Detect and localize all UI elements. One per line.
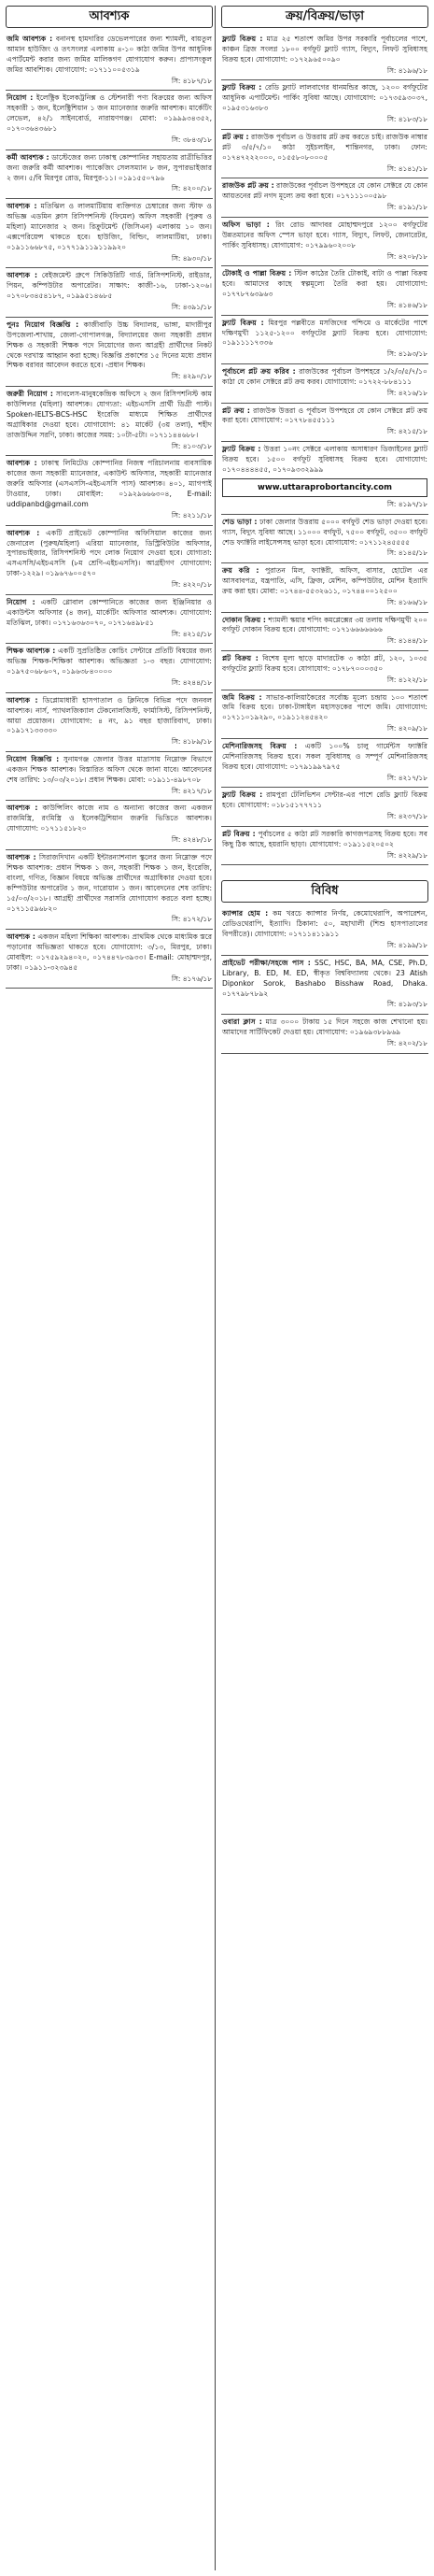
ad-body <box>7 271 212 302</box>
ad-text: সুনামগঞ্জ জেলার উত্তর মাদ্রাসায় নিম্নোক্ত বিভাগে একজন শিক্ষক আবশ্যক। বিস্তারিত অফিস থেকে জানা যাবে। আবেদনের শেষ তারিখ: ১৩/০৩/২০১৮। প্রধান শিক্ষক। মোবা: ০১৯১১-৪৯৮৭০৮ <box>7 755 212 784</box>
ad-reference-code: সি: ৪২২৯/১৮ <box>386 850 427 860</box>
ad-reference-code: সি: ৪১৯৩/১৮ <box>386 349 427 359</box>
ad-heading: নিয়োগ : <box>7 597 35 606</box>
classified-ad <box>221 739 428 788</box>
ad-reference-code: সি: ৪১০৩/১৮ <box>171 441 212 450</box>
classified-ad <box>221 788 428 827</box>
ad-reference-code: সি: ৪১৭৬/১৮ <box>171 974 212 983</box>
ad-reference-code: সি: ৪১৬৬/১৮ <box>386 597 427 606</box>
ad-heading: অফিস ভাড়া : <box>222 220 270 229</box>
ad-heading: জমি আবশ্যক : <box>7 35 53 43</box>
ad-body <box>222 35 427 65</box>
ad-reference-code: সি: ৪১৯৭/১৮ <box>386 500 427 509</box>
classified-ad <box>221 130 428 178</box>
ad-reference-code: সি: ৪১৮৭/১৮ <box>171 76 212 85</box>
classified-ad <box>6 387 213 456</box>
section-header-miscellaneous: বিবিধ <box>221 880 428 903</box>
classified-ad <box>6 318 213 387</box>
ad-body <box>222 367 427 388</box>
ad-heading: পূর্বাচলে প্লট ক্রয় করিব : <box>222 367 296 377</box>
ad-body <box>7 320 212 372</box>
ad-reference-code: সি: ৪১৯৩/১৮ <box>386 1000 427 1009</box>
ad-reference-code: সি: ৪২১৫/১৮ <box>171 629 212 638</box>
ad-reference-code: সি: ৪২৪৮/১৮ <box>171 835 212 845</box>
classified-ad <box>6 752 213 801</box>
ad-text: SSC, HSC, BA, MA, CSE, Ph.D, Library, B. ED, M. ED, স্বীকৃত বিশ্ববিদ্যালয় থেকে। 23 Atish Diponkor Sorok, Bashabo Bisshaw Road, Dhaka. ০১৭৭৯৮৭৮৯২ <box>222 958 427 998</box>
ad-body <box>222 616 427 636</box>
ad-body <box>7 647 212 677</box>
ad-reference-code: সি: ৪১৪৪/১৮ <box>386 636 427 646</box>
ad-reference-code: সি: ৪৯৩০/১৮ <box>171 253 212 263</box>
ad-reference-code: সি: ৪২৩৭/১৮ <box>386 812 427 821</box>
ad-heading: ফ্ল্যাট বিক্রয় : <box>222 35 263 43</box>
ad-reference-code: সি: ৪২১৭/১৮ <box>386 773 427 782</box>
ad-body <box>7 93 212 135</box>
ad-text: সিরাজদিখান একটি ইন্টারন্যাশনাল স্কুলের জন্য নিম্নোক্ত পদে শিক্ষক আবশ্যক: প্রধান শিক্ষক ১ জন, সহকারী শিক্ষক ১ জন, ইংরেজি, বাংলা, গণিত, বিজ্ঞান বিষয়ে অভিজ্ঞ প্রার্থীদের অগ্রাধিকার দেওয়া হবে। কম্পিউটার অপারেটর ১ জন, দারোয়ান ১ জন। আবেদনের শেষ তারিখ: ১৫/০৩/২০১৮। আগ্রহী প্রার্থীদের সরাসরি যোগাযোগ করতে বলা হচ্ছে। ০১৭১১৫৯৬৮২০ <box>7 852 212 913</box>
ad-body <box>222 221 427 251</box>
ad-reference-code: সি: ৪১৪৬/১৮ <box>386 300 427 309</box>
ad-text: রাজউকের পূর্বাচল উপশহরে যে কোন সেক্টরে যে কোন আয়তনের প্লট নগদ মূল্যে ক্রয় করা হবে। ০১৭১১১০০৫৯৮ <box>222 181 427 201</box>
classified-ad <box>221 651 428 690</box>
ad-heading: দোকান বিক্রয় : <box>222 615 266 624</box>
ad-text: বেইজমেন্ট গ্রুপে সিকিউরিটি গার্ড, রিসিপশনিস্ট, রাইডার, পিয়ন, কম্পিউটার অপারেটর। সাক্ষাৎ: কাজী-১৬, ঢাকা-১২০৬। ০১৭০৮৩৪৫৪১৮৭, ০১৯৯৫১৪৬৮৫ <box>7 271 212 301</box>
classified-ad <box>221 80 428 129</box>
ad-heading: জমি বিক্রয় : <box>222 692 262 702</box>
classified-ad <box>221 442 428 515</box>
ad-body <box>7 755 212 786</box>
ad-heading: শেড ভাড়া : <box>222 517 258 526</box>
ad-text: পুরাতন মিল, ফ্যাক্টরী, অফিস, বাসার, হোটেল এর আসবাবপত্র, যন্ত্রপাতি, এসি, ফ্রিজ, মেশিন, কম্পিউটার, মেশিন ইত্যাদি ক্রয় করা হয়। মোবা: ০১৭৪৪-৫৫৩২৬১১, ০১৭৪৪০০১২৫০০ <box>222 566 427 595</box>
ad-text: মিরপুর পল্লবীতে মসজিদের পশ্চিমে ও মার্কেটের পাশে দক্ষিণমুখী ১১২৫-১২০০ বর্গফুটের ফ্ল্যাট বিক্রয় হবে। যোগাযোগ: ০১৯১১১১৭৩৩৬ <box>222 318 427 348</box>
ads-list-buy-sell-rent <box>221 32 428 865</box>
ad-body <box>7 853 212 915</box>
ad-reference-code: সি: ৪১৯৬/১৮ <box>386 65 427 75</box>
classified-ad <box>221 316 428 364</box>
classified-ad <box>6 268 213 317</box>
ad-heading: প্লট বিক্রয় : <box>222 829 256 838</box>
classified-ad <box>6 693 213 752</box>
classified-ad <box>6 456 213 525</box>
ad-heading: ওবারা ক্লাস : <box>222 1018 262 1027</box>
ad-heading: ফ্ল্যাট বিক্রয় : <box>222 318 264 327</box>
ad-heading: আবশ্যক : <box>7 528 40 537</box>
ad-text: উত্তরা ১০নং সেক্টরে এলাকায় অসাধারণ ডিজাইনের ফ্ল্যাট বিক্রয় হবে। ১৫০০ বর্গফুট সুবিধাসহ বিক্রয় হবে। যোগাযোগ: ০১৭০৪৪৪৪৫৫, ০১৭০৯৩৩২৯৯৯ <box>222 445 428 474</box>
ad-text: মাত্র ২৫ শতাংশ জমির উপর সরকারি পূর্বাচলের পাশে, কাঞ্চন ব্রিজ সংলগ্ন ১৮০০ বর্গফুট ফ্ল্যাট গ্যাস, বিদ্যুৎ, লিফট সুবিধাসহ বিক্রয় হবে। যোগাযোগ: ০১৭২৯৬৫০০৯০ <box>222 35 427 64</box>
ad-body <box>222 1018 427 1038</box>
ad-text: রামপুরা টেলিভিশন সেন্টার-এর পাশে রেডি ফ্ল্যাট বিক্রয় হবে। যোগাযোগ: ০১৮১৫১৭৭৭১১ <box>222 790 427 810</box>
classified-ad <box>6 150 213 199</box>
classified-ad <box>6 526 213 595</box>
ad-text: ডাস্টেজের জন্য ঢাকাস্থ কোম্পানির সহায়তায় রাত্রীভিত্তির জন্য জরুরি কর্মী আবশ্যক। প্যাকেজিং সেলসম্যান ৮ জন, সুপারভাইজার ২ জন। ৫/বি মিরপুর রোড, মিরপুর-১১। ০১৯১৫৫০৭৯৬ <box>7 152 212 182</box>
ad-reference-code: সি: ৪২১১/১৮ <box>171 510 212 519</box>
section-spacer <box>221 865 428 880</box>
ad-heading: ক্যান্সার হোম : <box>222 909 269 918</box>
ad-body <box>222 518 427 548</box>
classified-ad <box>221 32 428 80</box>
ad-heading: আবশ্যক : <box>7 695 38 704</box>
ad-text: ঢাকা জেলার উত্তরায় ৫০০০ বর্গফুট শেড ভাড়া দেওয়া হবে। গ্যাস, বিদ্যুৎ সুবিধা আছে। ১১০০০ বর্গফুট, ৭৫০০ বর্গফুট, ৩৫০০ বর্গফুট শেড ফ্যাক্টরি লাইসেন্সসহ ভাড়া হবে। যোগাযোগ: ০১৭১১২৪৫৫৫৫ <box>222 517 427 547</box>
ad-reference-code: সি: ৪১৮৩/১৮ <box>386 115 427 124</box>
ad-body <box>222 406 427 427</box>
ads-list-miscellaneous <box>221 906 428 1053</box>
ad-text: একটি সুপ্রতিষ্ঠিত কোচিং সেন্টারে প্রতিটি বিষয়ের জন্য অভিজ্ঞ শিক্ষক-শিক্ষিকা আবশ্যক। অভিজ্ঞতা ১-৩ বছর। যোগাযোগ: ০১৯৭৫০৬৮৬০৭, ০১৯৬৩৮৪০০০০ <box>7 647 212 676</box>
ad-text: ঢাকাস্থ লিমিটেড কোম্পানির নিজস্ব পরিচালনায় ব্যবসায়িক কাজের জন্য সহকারী ম্যানেজার, একাউন্ট অফিসার, সহকারী ম্যানেজার জরুরি অফিসার (এসএসসি-এইচএসসি পাস) আবশ্যক। ৪০১, ম্যাগপাই টাওয়ার, ঢাকা। মোবাইল: ০১৯২৯৬৬৬৩০৪, E-mail: uddipanbd@gmail.com <box>7 459 212 509</box>
classified-ad <box>221 906 428 955</box>
ad-heading: আবশ্যক : <box>7 202 37 211</box>
ad-body <box>7 696 212 737</box>
classified-ad <box>6 930 213 989</box>
ad-body <box>222 445 427 476</box>
ad-reference-code: সি: ৪১২২/১৮ <box>386 675 427 684</box>
ad-website-link[interactable]: www.uttaraprobortancity.com <box>222 478 427 497</box>
classified-ad <box>221 266 428 315</box>
ad-body <box>222 181 427 202</box>
classified-ad <box>6 91 213 149</box>
classified-ad <box>221 613 428 652</box>
ad-reference-code: সি: ৪৩৯১/১৮ <box>171 303 212 312</box>
classified-ad <box>6 32 213 91</box>
classified-ad <box>6 644 213 692</box>
ad-heading: আবশ্যক : <box>7 459 37 468</box>
ad-heading: আবশ্যক : <box>7 852 36 861</box>
ad-heading: ফ্ল্যাট বিক্রয় : <box>222 790 263 800</box>
ad-body <box>222 83 427 114</box>
ad-body <box>222 790 427 811</box>
ad-reference-code: সি: ৪২০২/১৮ <box>386 1038 427 1047</box>
ad-reference-code: সি: ৪২৯০/১৮ <box>171 372 212 381</box>
classified-ad <box>221 956 428 1015</box>
ad-text: সাবলেস-মানুষকেন্দ্রিক অফিসে ২ জন রিসিপশনিস্ট কাম কাউন্সিলর (মহিলা) আবশ্যক। যোগ্যতা: এইচএসসি প্রার্থী ডিগ্রী পাস্ট। Spoken-IELTS-BCS-HSC ইংরেজি মাধ্যমে শিক্ষিত প্রার্থীদের অগ্রাধিকার দেওয়া হবে। যোগাযোগ: ৪১ মার্কেট (৩য় তলা), শহীদ তাজউদ্দিন সরণি, ঢাকা। কাজের সময়: ১০টা-৫টা। ০১৭১১৪৪৬৮৮। <box>7 390 212 439</box>
ad-text: কাউন্সিলিং কাজে নাম ও অন্যান্য কাজের জন্য একজন রাজমিস্ত্রি, রংমিস্ত্রি ও ইলেকট্রিশিয়ান জরুরি ভিত্তিতে আবশ্যক। যোগাযোগ: ০১৭১১৫১৮২০ <box>7 804 212 833</box>
ad-text: একটি ১০০% চালু গার্মেন্টস ফ্যাক্টরি মেশিনারিজসহ বিক্রয় হবে। সকল সুবিধাসহ ও সম্পূর্ণ মেশিনারিজসহ বিক্রয় হবে। যোগাযোগ: ০১৭৯১৯৯৭৯৭৫ <box>222 741 427 771</box>
ad-body <box>222 566 427 597</box>
ad-heading: ফ্ল্যাট বিক্রয় : <box>222 83 262 93</box>
left-column <box>6 6 213 2570</box>
ad-text: পূর্বাচলের ৫ কাঠা প্লট সরকারি কাগজপত্রসহ বিক্রয় হবে। সব কিছু ঠিক আছে, হয়রানি ছাড়া। যোগাযোগ: ০১৯১১৫২০৫০২ <box>222 829 427 848</box>
ad-body <box>222 654 427 675</box>
ad-reference-code: সি: ৪১৪৫/১৮ <box>386 548 427 558</box>
ad-heading: শিক্ষক আবশ্যক : <box>7 647 56 656</box>
classified-ad <box>221 178 428 218</box>
classified-ad <box>221 827 428 866</box>
classified-ad <box>221 364 428 404</box>
ad-reference-code: সি: ৪২১৫/১৮ <box>386 427 427 436</box>
ad-heading: জরুরী নিয়োগ : <box>7 390 53 399</box>
ad-reference-code: সি: ৪২০৯/১৮ <box>386 724 427 733</box>
ad-body <box>222 693 427 724</box>
ad-body <box>7 529 212 580</box>
ad-reference-code: সি: ৪১৮৯/১৮ <box>171 737 212 747</box>
ad-body <box>7 804 212 834</box>
classified-ad <box>6 199 213 268</box>
ad-reference-code: সি: ৪১৯১/১৮ <box>386 203 427 212</box>
ad-heading: নিয়োগ বিজ্ঞপ্তি : <box>7 755 60 764</box>
ad-text: রাজউক উত্তরা ও পূর্বাচল উপশহরে যে কোন সেক্টরে প্লট ক্রয় করা হবে। যোগাযোগ: ০১৭৭৮৪৫৫১১১ <box>222 406 427 425</box>
ad-text: রাজউক পূর্বাচল ও উত্তরায় প্লট ক্রয় করতে চাই। রাজউক নাম্বার প্লট ৩/৫/৭/১০ কাঠা সুইচলাইন, শান্তিনগর, ঢাকা। ফোন: ০১৭৪৭২২২০০০, ০১৫৫৮০৮০০০৫ <box>222 132 427 162</box>
classified-ad <box>6 595 213 644</box>
ad-text: সাভার-কালিয়াকৈরের সর্বোচ্চ মূল্যে চন্দ্রায় ১০০ শতাংশ জমি বিক্রয় হবে। ঢাকা-টাঙ্গাইল মহাসড়কের পাশে জমি। যোগাযোগ: ০১৭১১০১৯২৯০, ০১৯১১২৪৫৪২০ <box>222 692 427 722</box>
ad-heading: আবশ্যক : <box>7 271 38 280</box>
ad-text: রাজউকের পূর্বাচল উপশহরে ১/২/৩/৫/৭/১০ কাঠা যে কোন সেক্টরে প্লট ক্রয় করব। যোগাযোগ: ০১৭২২-৮৮৪১১১ <box>222 367 427 386</box>
ad-body <box>7 598 212 629</box>
ad-text: বনানস্থ হামদারির ডেভেলপারের জন্য শ্যামলী, বায়তুল আমান হাউজিং ও তৎসংলগ্ন এলাকায় ৪-১০ কাঠা জমির উপর আধুনিক এপার্টমেন্ট করার জন্য জমির মালিকগণ যোগাযোগ করুন। প্রাপ্যসংকুল জমির আবশ্যিক। যোগাযোগ: ০১৭১১০০৫৩১৯ <box>7 35 212 74</box>
ads-list-wanted <box>6 32 213 989</box>
ad-body <box>222 909 427 940</box>
ad-reference-code: সি: ৪২১৬/১৮ <box>386 388 427 397</box>
ad-body <box>222 269 427 300</box>
ad-reference-code: সি: ৪১৪১/১৮ <box>386 164 427 173</box>
ad-body <box>222 959 427 1000</box>
ad-heading: প্লট ক্রয় : <box>222 406 250 415</box>
ad-text: স্টিল কাঠের তৈরি টোকাই, বাটা ও পাল্লা বিক্রয় হবে। আমাদের কাছে স্বল্পমূল্যে তৈরি করা হয়। যোগাযোগ: ০১৭৭৮৭৬৩৯৬৩ <box>222 269 427 299</box>
ad-heading: ক্রয় করি : <box>222 566 259 576</box>
ad-heading: আবশ্যক : <box>7 932 35 942</box>
ad-body <box>7 35 212 76</box>
ad-text: ইলেক্ট্রিক ইলেকট্রনিক্স ও স্টেশনারী পণ্য বিক্রয়ের জন্য অফিস সহকারী ১ জন, ইলেক্ট্রিশিয়ান ১ জন ম্যানেজার জরুরি আবশ্যক। মার্কেটিং লেভেল, ৪২/১ সাইনবোর্ড, নারায়ণগঞ্জ। মোবা: ০১৯৯৯৩৪৩৫২, ০১৭০৩৬৪৩৬৮১ <box>7 93 212 134</box>
classified-ad <box>221 218 428 266</box>
classified-ad <box>221 690 428 739</box>
ad-text: শ্যামলী স্কয়ার শপিং কমপ্লেক্সের ৩য় তলায় দক্ষিণমুখী ২০০ বর্গফুট দোকান বিক্রয় হবে। যোগাযোগ: ০১৭১৬৬৬৬৬৬৬ <box>222 615 427 634</box>
ad-text: কাজীবাড়ি উচ্চ বিদ্যালয়, ভাঙ্গা, মাদারীপুর উপজেলা-শাখায়, জেলা-গোপালগঞ্জ, বিদ্যালয়ের জন্য সহকারী প্রধান শিক্ষক ও সহকারী শিক্ষক পদে নিয়োগের জন্য আগ্রহী প্রার্থীদের নিকট থেকে দরখাস্ত আহ্বান করা হচ্ছে। বিজ্ঞপ্তি প্রকাশের ১৫ দিনের মধ্যে প্রধান শিক্ষক বরাবর আবেদন করতে হবে। -প্রধান শিক্ষক। <box>7 320 212 370</box>
classified-ad <box>221 563 428 612</box>
ad-reference-code: সি: ৪১৭২/১৮ <box>171 915 212 924</box>
ad-text: বিশেষ মূল্য ছাড়ে মাদারটেক ৩ কাঠা প্লট, ১২০, ১০৩৫ বর্গফুটের ফ্ল্যাট বিক্রয় হবে। যোগাযোগ: ০১৭৮৭০০০৩৫০ <box>222 654 427 673</box>
ad-text: একটি গ্লোবাল কোম্পানিতে কাজের জন্য ইঞ্জিনিয়ার ও একাউন্টস অফিসার (৪ জন), মার্কেটিং অফিসার আবশ্যক। যোগাযোগ: মতিঝিল, ঢাকা। ০১৭১৬৩৬৩০৭০, ০১৭১৬৪৯৮৫১ <box>7 597 213 627</box>
ad-reference-code: সি: ৪২০৮/১৮ <box>386 251 427 261</box>
ad-text: কম খরচে ক্যান্সার নির্ণয়, কেমোথেরাপি, অপারেশন, রেডিওথেরাপি, ইত্যাদি। ঠিকানা: ৫০, মহাখালী (শিশু হাসপাতালের বিপরীতে)। যোগাযোগ: ০১৭১১৪১১৯১১ <box>222 909 428 939</box>
ad-heading: ফ্ল্যাট বিক্রয় : <box>222 445 261 454</box>
classified-ad <box>221 404 428 443</box>
ad-text: একজন মহিলা শিক্ষিকা আবশ্যক। প্রাথমিক থেকে মাধ্যমিক স্তরে পড়ানোর অভিজ্ঞতা থাকতে হবে। যোগাযোগ: ৩/১৩, মিরপুর, ঢাকা। মোবাইল: ০১৭৫৯২৯৪০২০, ০১৭৪৪৭৮৩৯৩৩। E-mail: মোহাম্মদপুর, ঢাকা। ০১৯১১-৩২৩৯৪৫ <box>7 932 212 972</box>
classified-ad <box>221 1015 428 1054</box>
ad-heading: রাজউক প্লট ক্রয় : <box>222 181 274 191</box>
section-header-buy-sell-rent: ক্রয়/বিক্রয়/ভাড়া <box>221 6 428 28</box>
ad-text: মতিঝিল ও লালমাটিয়ায় ব্যক্তিগত চেম্বারের জন্য স্টাফ ও অভিজ্ঞ এডমিন ক্লাস রিসিপশনিস্ট (ফিমেল) অফিস সহকারী (পুরুষ ও মহিলা) ম্যানেজার ২ জন। রিক্রুটমেন্ট (জিসিএন) এলাকায় ১০ জন। এক্সপেরিয়েন্স থাকতে হবে। হাউজিং, বিল্ডিং, লালমাটিয়া, ঢাকা। ০১৯১১৬৬৮৭৫, ০১৭৭১৯১১৯১১৯৯২০ <box>7 202 212 251</box>
classified-ad <box>6 850 213 930</box>
ad-reference-code: সি: ৪২১৭/১৮ <box>171 786 212 795</box>
ad-reference-code: সি: ৪২৪৪/১৮ <box>171 678 212 688</box>
ad-body <box>7 932 212 974</box>
ad-heading: কর্মী আবশ্যক : <box>7 152 49 162</box>
ad-text: ডিপ্লোমাধারী হাসপাতাল ও ক্লিনিকে বিভিন্ন পদে জনবল আবশ্যক। নার্স, প্যাথলজিক্যাল টেকনোলজিস্ট, ফার্মাসিস্ট, রিসিপশনিস্ট, আয়া প্রয়োজন। যোগাযোগ: ৪ নং, ৯১ বছর হাজারিবাগ, ঢাকা। ০১৯১৭১৩৩৩৩০ <box>7 695 212 735</box>
ad-heading: মেশিনারিজসহ বিক্রয় : <box>222 741 298 750</box>
ad-body <box>7 153 212 184</box>
ad-body <box>222 319 427 349</box>
ad-text: একটি প্রাইভেট কোম্পানির অফিসিয়াল কাজের জন্য জেনারেল (পুরুষ/মহিলা) এরিয়া ম্যানেজার, ডিস্ট্রিবিউটর অফিসার, সুপারভাইজার, রিসিপশনিস্ট পদে লোক নিয়োগ দেওয়া হবে। যোগ্যতা: এসএসসি/এইচএসসি (৮ম শ্রেণি-এইচএসসি)। আগ্রহীগণ যোগাযোগ: ঢাকা-১২২৯। ০১৯৬৭৬০০৫৭০ <box>7 528 212 578</box>
classified-ad <box>221 515 428 563</box>
right-column <box>221 6 428 1054</box>
section-header-wanted: আবশ্যক <box>6 6 213 28</box>
ad-body <box>222 742 427 773</box>
ad-body <box>7 390 212 441</box>
ad-body <box>7 202 212 253</box>
column-divider <box>215 6 216 2570</box>
ad-text: রেডি ফ্ল্যাট লালবাগের ধানমন্ডির কাছে, ১২০০ বর্গফুটের আধুনিক এপার্টমেন্ট। পার্কিং সুবিধা আছে। যোগাযোগ: ০১৭৩৫৯৩০৩৭, ০১৯৫৩১৬৩৮৩ <box>222 83 428 113</box>
ad-heading: পুনঃ নিয়োগ বিজ্ঞপ্তি : <box>7 320 79 329</box>
ad-reference-code: সি: ৪১৯৯/১৮ <box>386 941 427 950</box>
classified-ad <box>6 801 213 849</box>
ad-body <box>7 459 212 510</box>
ad-heading: আবশ্যক : <box>7 804 38 813</box>
ad-text: মাত্র ৩০০০ টাকায় ১৫ দিনে সহজে কাজ শেখানো হয়। আমাদের সার্টিফিকেট দেওয়া হয়। যোগাযোগ: ০১৯৬৯৩৮৮৯৬৯ <box>222 1018 427 1037</box>
ad-heading: টোকাই ও পাল্লা বিক্রয় : <box>222 269 292 278</box>
ad-body <box>222 830 427 850</box>
ad-text: রিং রোড আদাবর মোহাম্মদপুরে ১২০০ বর্গফুটের উন্নতমানের অফিস স্পেস ভাড়া হবে। গ্যাস, বিদ্যুৎ, লিফট, জেনারেটর, পার্কিং সুবিধাসহ। যোগাযোগ: ০১৭৯৯৬০২০০৮ <box>222 220 428 249</box>
ad-body <box>222 133 427 164</box>
ad-heading: প্লট ক্রয় : <box>222 132 249 141</box>
ad-reference-code: সি: ৪২০০/১৮ <box>171 184 212 193</box>
ad-reference-code: সি: ৪২২০/১৮ <box>171 580 212 590</box>
ad-reference-code: সি: ৩৮৪৩/১৮ <box>171 135 212 145</box>
ad-heading: প্লট বিক্রয় : <box>222 654 259 663</box>
ad-heading: প্রাইভেট পরীক্ষা/সহজে পাস : <box>222 958 311 967</box>
ad-heading: নিয়োগ : <box>7 93 34 103</box>
